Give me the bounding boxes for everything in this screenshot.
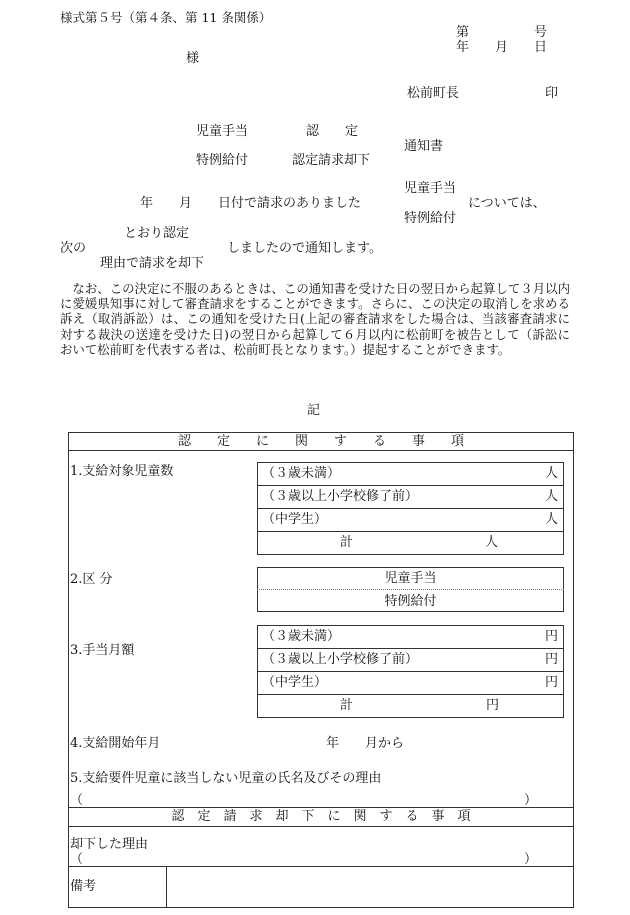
item3-label: 3.手当月額 bbox=[70, 643, 135, 658]
addressee-suffix: 様 bbox=[186, 51, 200, 66]
divider bbox=[257, 508, 564, 509]
item5-paren-close: ） bbox=[524, 793, 538, 808]
item1-row-primary: （３歳以上小学校修了前） bbox=[262, 489, 419, 504]
document-number-label: 第 号 bbox=[456, 25, 548, 40]
appeal-notice-text: なお、この決定に不服のあるときは、この通知書を受けた日の翌日から起算して３月以内に愛媛県知事に対して審査請求をすることができます。さらに、この決定の取消しを求める訴え（取消訴訟）は、この通知を受けた日(上記の審査請求をした場合は、当該審査請求に対する裁決の送達を受けた日)の翌日から起算して６月以内に松前町を被告として（訴訟において松前町を代表する者は、松前町長となります。）提起することができます。 bbox=[60, 281, 570, 357]
item1-unit: 人 bbox=[545, 466, 559, 481]
title-approval: 認 定 bbox=[306, 124, 359, 139]
body-next: 次の bbox=[60, 241, 87, 256]
remarks-label: 備考 bbox=[70, 879, 97, 894]
item3-total-unit: 円 bbox=[486, 698, 500, 713]
divider bbox=[68, 866, 574, 867]
item2-option-childcare: 児童手当 bbox=[384, 571, 437, 586]
body-claim-date: 年 月 日付で請求のありました bbox=[140, 196, 362, 211]
divider bbox=[68, 450, 574, 451]
item1-unit: 人 bbox=[545, 489, 559, 504]
title-childcare-allowance: 児童手当 bbox=[196, 124, 249, 139]
issue-date-label: 年 月 日 bbox=[456, 40, 548, 55]
divider bbox=[68, 807, 574, 808]
item3-unit: 円 bbox=[545, 675, 559, 690]
divider bbox=[166, 866, 167, 908]
item1-total-label: 計 bbox=[340, 535, 354, 550]
appeal-notice bbox=[60, 281, 570, 357]
section-approval-header: 認 定 に 関 す る 事 項 bbox=[177, 434, 464, 449]
body-option-childcare: 児童手当 bbox=[404, 181, 457, 196]
item3-row-under3: （３歳未満） bbox=[262, 629, 341, 644]
dotted-divider bbox=[257, 589, 564, 590]
rejection-reason-label: 却下した理由 bbox=[70, 837, 149, 852]
seal-mark: 印 bbox=[545, 86, 559, 101]
divider bbox=[257, 485, 564, 486]
item3-unit: 円 bbox=[545, 652, 559, 667]
body-regarding: については、 bbox=[468, 196, 546, 211]
item1-row-junior-high: （中学生） bbox=[262, 512, 328, 527]
item3-unit: 円 bbox=[545, 629, 559, 644]
item4-label: 4.支給開始年月 bbox=[70, 736, 161, 751]
divider bbox=[257, 648, 564, 649]
item1-unit: 人 bbox=[545, 512, 559, 527]
issuer-name: 松前町長 bbox=[407, 86, 460, 101]
divider bbox=[257, 531, 564, 532]
item2-option-special: 特例給付 bbox=[384, 594, 437, 609]
divider bbox=[257, 671, 564, 672]
rejection-paren-open: （ bbox=[70, 852, 84, 867]
item3-row-primary: （３歳以上小学校修了前） bbox=[262, 652, 419, 667]
divider bbox=[257, 694, 564, 695]
item4-value: 年 月から bbox=[326, 736, 405, 751]
item3-total-label: 計 bbox=[340, 698, 354, 713]
item5-paren-open: （ bbox=[70, 793, 84, 808]
title-special-benefit: 特例給付 bbox=[196, 153, 249, 168]
item2-label: 2.区 分 bbox=[70, 572, 113, 587]
form-number: 様式第５号（第４条、第 11 条関係） bbox=[60, 10, 272, 25]
body-option-special: 特例給付 bbox=[404, 211, 457, 226]
body-option-rejected: 理由で請求を却下 bbox=[100, 256, 205, 271]
title-claim-rejection: 認定請求却下 bbox=[292, 153, 371, 168]
title-notice-suffix: 通知書 bbox=[404, 139, 444, 154]
item1-label: 1.支給対象児童数 bbox=[70, 464, 174, 479]
item5-label: 5.支給要件児童に該当しない児童の氏名及びその理由 bbox=[70, 771, 382, 786]
item3-row-junior-high: （中学生） bbox=[262, 675, 328, 690]
rejection-paren-close: ） bbox=[524, 852, 538, 867]
item1-row-under3: （３歳未満） bbox=[262, 466, 341, 481]
body-tail: しましたので通知します。 bbox=[227, 241, 382, 256]
item1-total-unit: 人 bbox=[485, 535, 499, 550]
section-rejection-header: 認 定 請 求 却 下 に 関 す る 事 項 bbox=[171, 809, 471, 824]
ki-mark: 記 bbox=[307, 403, 321, 418]
divider bbox=[68, 826, 574, 827]
body-option-approved: とおり認定 bbox=[124, 226, 190, 241]
